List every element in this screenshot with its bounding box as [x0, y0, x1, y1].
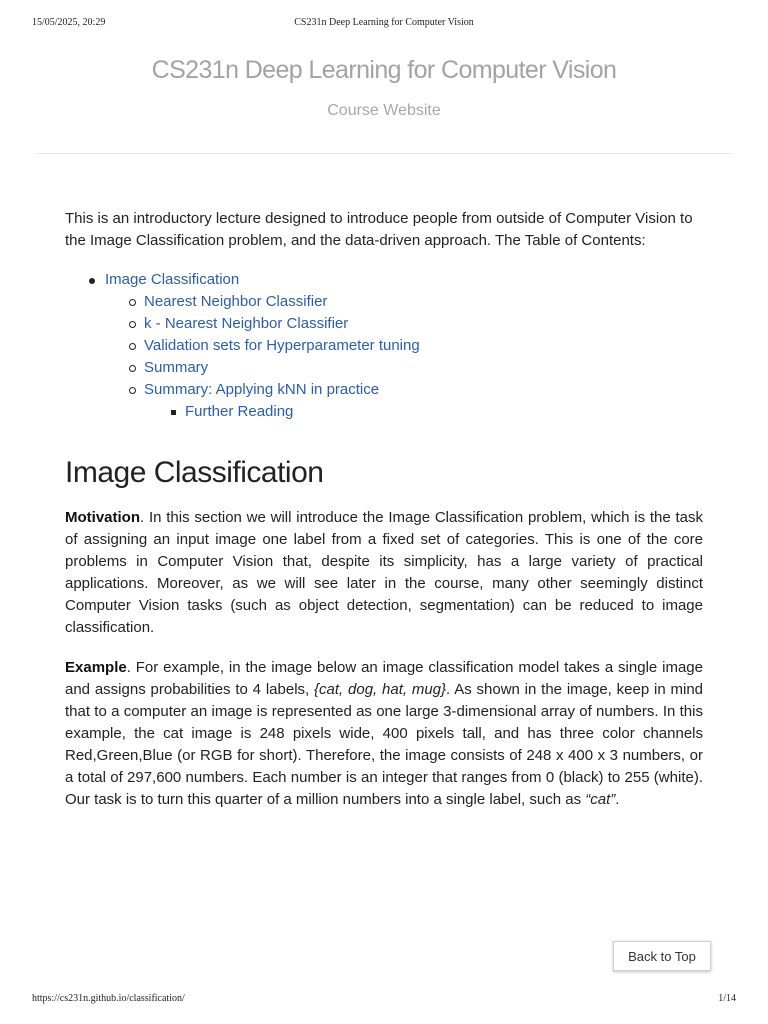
example-paragraph — [65, 657, 703, 811]
intro-paragraph: This is an introductory lecture designed to introduce people from outside of Computer Vision to the Image Classification problem, and the data-driven approach. The Table of Contents: — [65, 210, 693, 249]
print-url: https://cs231n.github.io/classification/ — [32, 993, 185, 1004]
example-text-before: . For example, in the image below an image classification model takes a single image and assigns probabilities to 4 labels, — [65, 659, 703, 698]
bullet-circle-icon — [129, 299, 136, 306]
bullet-disc-icon — [89, 278, 95, 284]
table-of-contents — [65, 269, 705, 423]
back-to-top-button[interactable]: Back to Top — [613, 941, 711, 971]
site-subtitle: Course Website — [327, 102, 441, 119]
toc-item — [65, 335, 705, 357]
bullet-circle-icon — [129, 365, 136, 372]
print-date: 15/05/2025, 20:29 — [32, 17, 106, 28]
bullet-circle-icon — [129, 343, 136, 350]
bullet-circle-icon — [129, 387, 136, 394]
example-cat-label: “cat” — [585, 791, 616, 808]
toc-link-nearest-neighbor[interactable]: Nearest Neighbor Classifier — [144, 293, 328, 310]
print-title: CS231n Deep Learning for Computer Vision — [294, 17, 474, 28]
toc-link-knn[interactable]: k - Nearest Neighbor Classifier — [144, 315, 349, 332]
page-number: 1/14 — [718, 993, 736, 1004]
bullet-square-icon — [171, 410, 176, 415]
toc-item — [65, 269, 705, 291]
example-text-middle: . As shown in the image, keep in mind that to a computer an image is represented as one large 3-dimensional array of numbers. In this example, the cat image is 248 pixels wide, 400 pixels tall, and has three color channels Red,Green,Blue (or RGB for short). Therefore, the image consists of 248 x 400 x 3 numbers, or a total of 297,600 numbers. Each number is an integer that ranges from 0 (black) to 255 (white). Our task is to turn this quarter of a million numbers into a single label, such as — [65, 681, 704, 808]
toc-item — [65, 291, 705, 313]
toc-link-further-reading[interactable]: Further Reading — [185, 403, 294, 420]
toc-item — [65, 401, 705, 423]
section-heading: Image Classification — [65, 456, 324, 489]
motivation-label: Motivation — [65, 509, 140, 526]
toc-item — [65, 379, 705, 401]
toc-link-validation[interactable]: Validation sets for Hyperparameter tuning — [144, 337, 420, 354]
toc-link-image-classification[interactable]: Image Classification — [105, 271, 240, 288]
print-footer — [0, 993, 768, 1007]
header-divider — [36, 153, 732, 154]
motivation-paragraph — [65, 507, 703, 639]
bullet-circle-icon — [129, 321, 136, 328]
example-labels-set: {cat, dog, hat, mug} — [314, 681, 447, 698]
motivation-text: . In this section we will introduce the Image Classification problem, which is the task of assigning an input image one label from a fixed set of categories. This is one of the core problems in Computer Vision that, despite its simplicity, has a large variety of practical applications. Moreover, as we will see later in the course, many other seemingly distinct Computer Vision tasks (such as object detection, segmentation) can be reduced to image classification. — [65, 509, 703, 636]
toc-item — [65, 357, 705, 379]
example-text-end: . — [615, 791, 620, 808]
toc-link-summary-knn[interactable]: Summary: Applying kNN in practice — [144, 381, 380, 398]
toc-link-summary[interactable]: Summary — [144, 359, 209, 376]
example-label: Example — [65, 659, 127, 676]
site-title[interactable]: CS231n Deep Learning for Computer Vision — [151, 56, 617, 84]
toc-item — [65, 313, 705, 335]
print-header — [0, 17, 768, 31]
